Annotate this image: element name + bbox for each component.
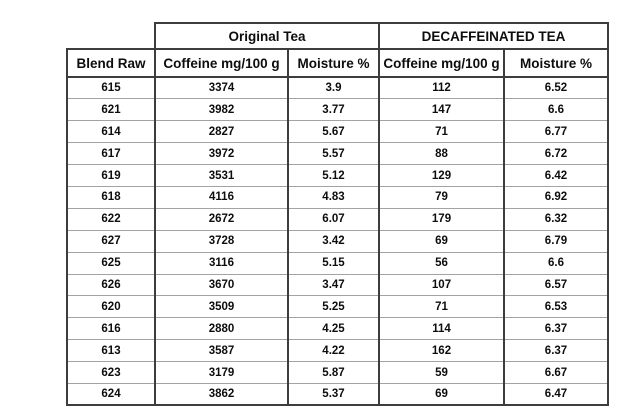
tea-data-table	[66, 22, 609, 406]
table-cell: 56	[379, 252, 504, 274]
table-cell: 5.12	[288, 165, 379, 187]
table-row	[67, 318, 608, 340]
table-cell: 6.77	[504, 121, 608, 143]
table-cell: 147	[379, 99, 504, 121]
table-cell: 4.22	[288, 340, 379, 362]
table-cell: 622	[67, 208, 155, 230]
table-row	[67, 252, 608, 274]
table-cell: 5.37	[288, 383, 379, 405]
table-cell: 615	[67, 77, 155, 99]
column-header-original-coffeine: Coffeine mg/100 g	[155, 49, 288, 77]
table-row	[67, 208, 608, 230]
table-cell: 618	[67, 186, 155, 208]
table-cell: 69	[379, 230, 504, 252]
table-cell: 5.87	[288, 362, 379, 384]
column-header-blend-raw: Blend Raw	[67, 49, 155, 77]
table-cell: 2880	[155, 318, 288, 340]
table-cell: 614	[67, 121, 155, 143]
table-cell: 3179	[155, 362, 288, 384]
table-cell: 6.07	[288, 208, 379, 230]
table-cell: 179	[379, 208, 504, 230]
table-row	[67, 383, 608, 405]
table-cell: 71	[379, 296, 504, 318]
table-cell: 6.52	[504, 77, 608, 99]
table-cell: 619	[67, 165, 155, 187]
table-row	[67, 165, 608, 187]
table-cell: 6.72	[504, 143, 608, 165]
table-cell: 2672	[155, 208, 288, 230]
table-row	[67, 362, 608, 384]
table-cell: 6.47	[504, 383, 608, 405]
table-cell: 624	[67, 383, 155, 405]
table-cell: 3670	[155, 274, 288, 296]
table-cell: 5.25	[288, 296, 379, 318]
table-cell: 112	[379, 77, 504, 99]
column-header-decaf-moisture: Moisture %	[504, 49, 608, 77]
table-cell: 3116	[155, 252, 288, 274]
table-cell: 129	[379, 165, 504, 187]
table-cell: 5.67	[288, 121, 379, 143]
table-cell: 613	[67, 340, 155, 362]
table-row	[67, 143, 608, 165]
table-cell: 616	[67, 318, 155, 340]
table-cell: 617	[67, 143, 155, 165]
table-cell: 3.9	[288, 77, 379, 99]
table-cell: 162	[379, 340, 504, 362]
group-header-original-tea: Original Tea	[155, 23, 379, 49]
table-row	[67, 296, 608, 318]
table-cell: 3.42	[288, 230, 379, 252]
table-cell: 3.47	[288, 274, 379, 296]
table-cell: 627	[67, 230, 155, 252]
table-cell: 6.79	[504, 230, 608, 252]
table-cell: 3531	[155, 165, 288, 187]
column-header-row	[67, 49, 608, 77]
table-cell: 626	[67, 274, 155, 296]
table-cell: 71	[379, 121, 504, 143]
table-cell: 6.6	[504, 99, 608, 121]
table-cell: 69	[379, 383, 504, 405]
table-cell: 3509	[155, 296, 288, 318]
table-row	[67, 340, 608, 362]
table-cell: 3972	[155, 143, 288, 165]
table-cell: 3728	[155, 230, 288, 252]
corner-spacer-cell	[67, 23, 155, 49]
table-cell: 5.15	[288, 252, 379, 274]
table-cell: 88	[379, 143, 504, 165]
table-cell: 3374	[155, 77, 288, 99]
table-cell: 2827	[155, 121, 288, 143]
table-cell: 6.53	[504, 296, 608, 318]
table-row	[67, 121, 608, 143]
table-cell: 3862	[155, 383, 288, 405]
table-cell: 4116	[155, 186, 288, 208]
group-header-decaffeinated-tea: DECAFFEINATED TEA	[379, 23, 608, 49]
table-cell: 6.32	[504, 208, 608, 230]
table-cell: 6.67	[504, 362, 608, 384]
table-cell: 79	[379, 186, 504, 208]
table-row	[67, 230, 608, 252]
table-cell: 620	[67, 296, 155, 318]
column-header-decaf-coffeine: Coffeine mg/100 g	[379, 49, 504, 77]
table-cell: 5.57	[288, 143, 379, 165]
table-cell: 59	[379, 362, 504, 384]
table-cell: 6.42	[504, 165, 608, 187]
table-cell: 114	[379, 318, 504, 340]
table-row	[67, 77, 608, 99]
table-row	[67, 274, 608, 296]
table-cell: 6.92	[504, 186, 608, 208]
table-cell: 623	[67, 362, 155, 384]
group-header-row	[67, 23, 608, 49]
table-cell: 4.83	[288, 186, 379, 208]
table-cell: 6.6	[504, 252, 608, 274]
column-header-original-moisture: Moisture %	[288, 49, 379, 77]
table-cell: 107	[379, 274, 504, 296]
table-cell: 625	[67, 252, 155, 274]
table-cell: 3587	[155, 340, 288, 362]
table-cell: 621	[67, 99, 155, 121]
table-cell: 6.57	[504, 274, 608, 296]
table-row	[67, 186, 608, 208]
table-cell: 4.25	[288, 318, 379, 340]
table-cell: 3.77	[288, 99, 379, 121]
table-row	[67, 99, 608, 121]
table-body	[67, 77, 608, 405]
table-cell: 6.37	[504, 340, 608, 362]
table-cell: 6.37	[504, 318, 608, 340]
table-cell: 3982	[155, 99, 288, 121]
